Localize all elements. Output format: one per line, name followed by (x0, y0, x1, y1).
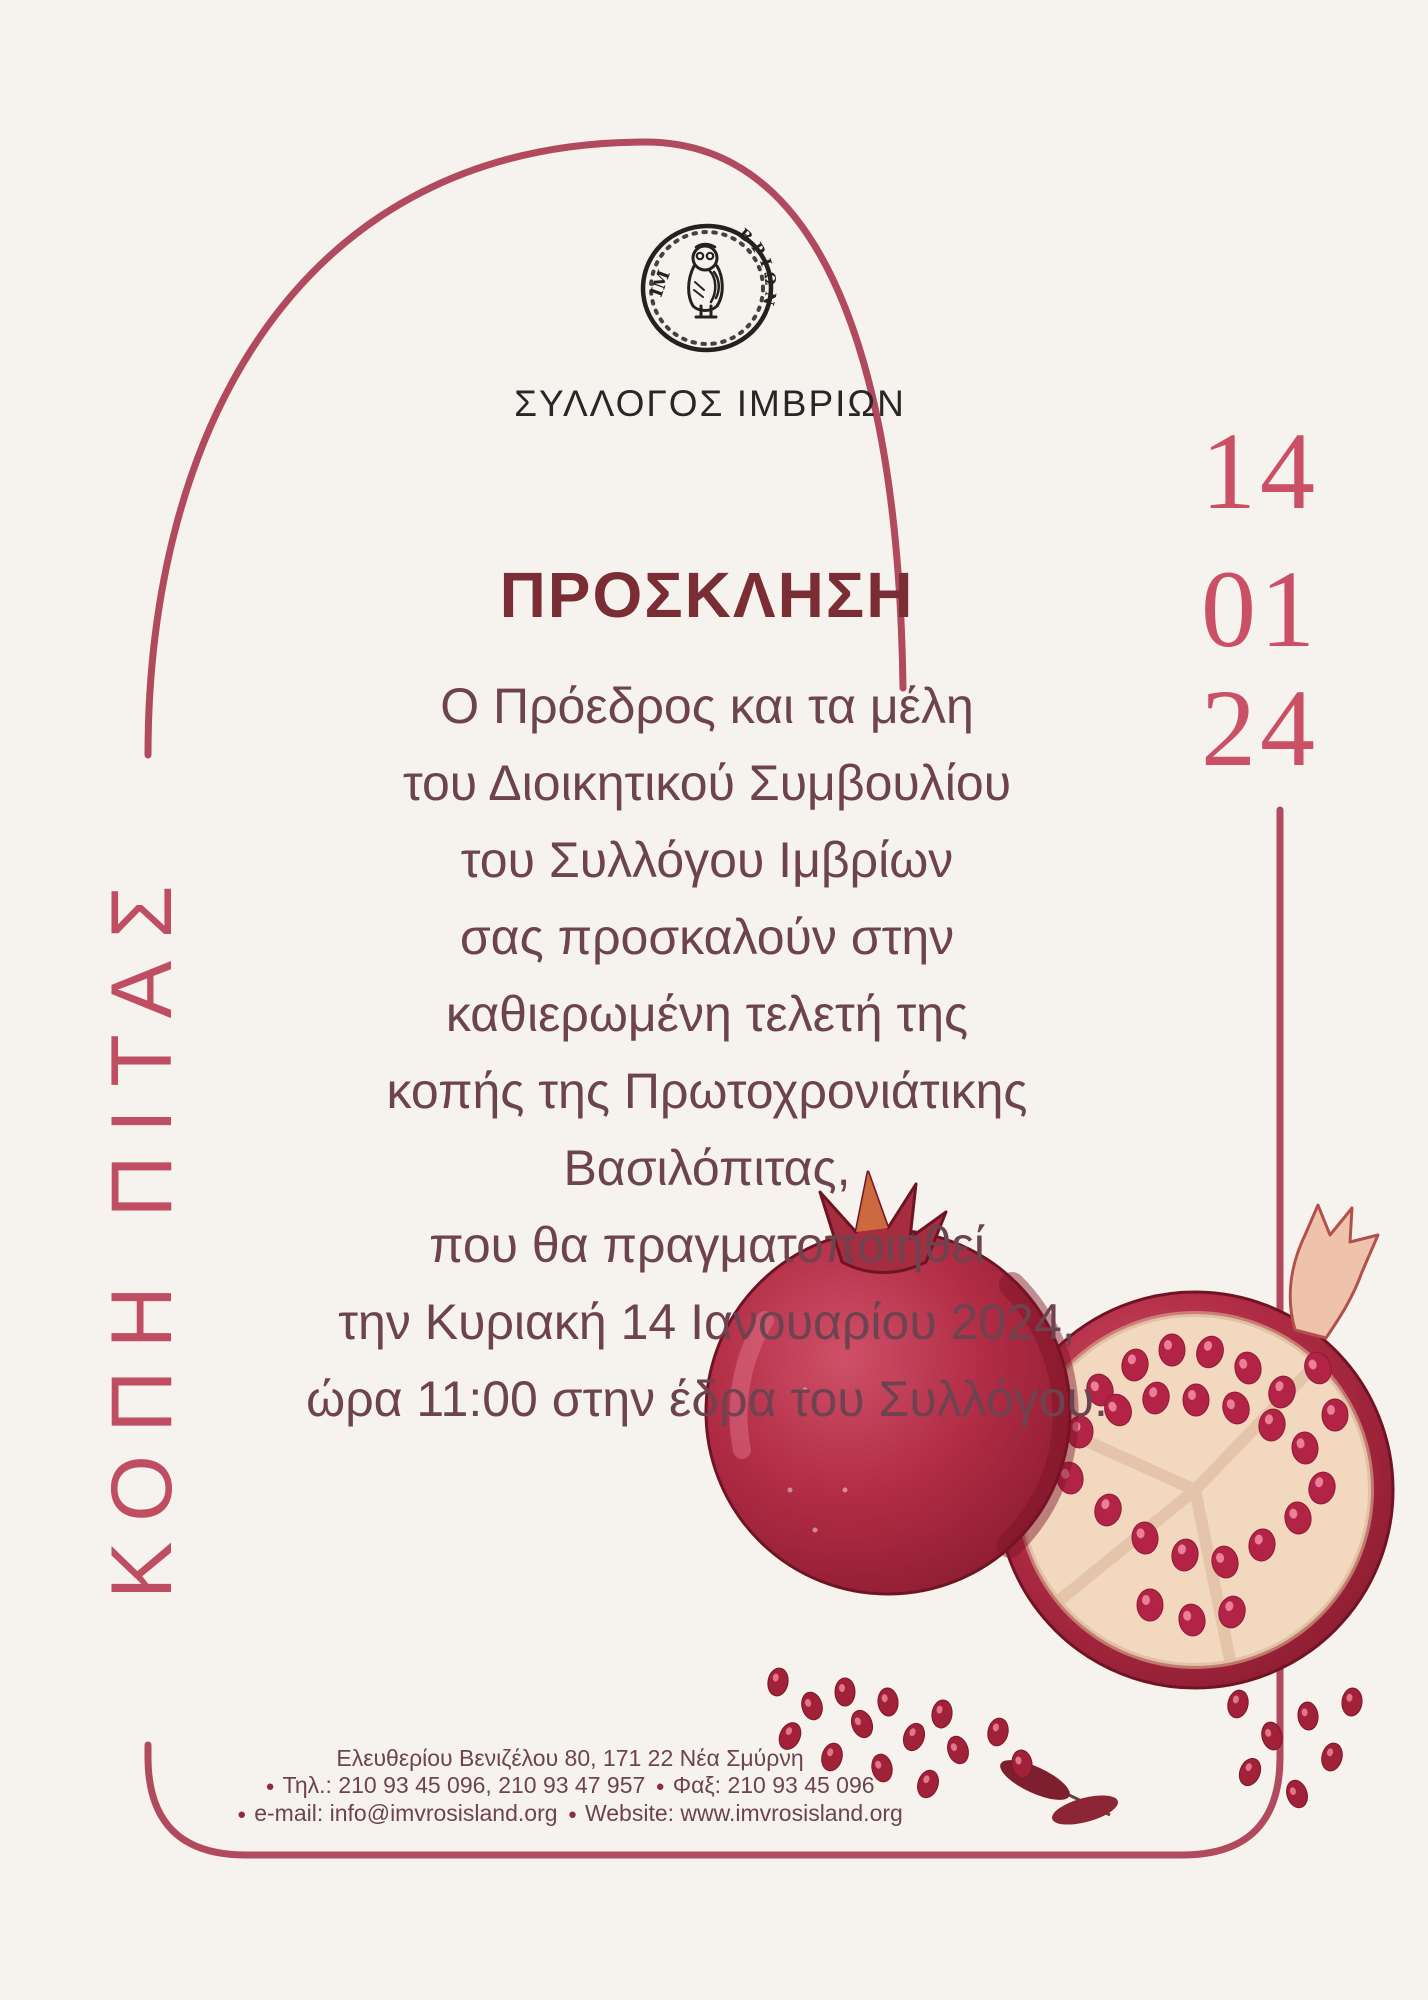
invitation-heading: ΠΡΟΣΚΛΗΣΗ (499, 559, 915, 631)
date-year: 24 (1201, 667, 1319, 789)
invitation-body (257, 668, 1157, 1438)
address: Ελευθερίου Βενιζέλου 80, 171 22 Νέα Σμύρνη (336, 1745, 804, 1771)
body-line: καθιερωμένη τελετή της (445, 986, 969, 1042)
body-line: σας προσκαλούν στην (459, 909, 955, 965)
footer-online-line (170, 1800, 970, 1829)
footer-phone-line (170, 1772, 970, 1801)
side-vertical-text: ΚΟΠΗ ΠΙΤΑΣ (93, 863, 190, 1599)
bullet-icon: ● (655, 1777, 665, 1795)
body-line: του Συλλόγου Ιμβρίων (460, 832, 954, 888)
bullet-icon: ● (567, 1806, 577, 1823)
bullet-icon: ● (237, 1806, 247, 1823)
body-line: του Διοικητικού Συμβουλίου (402, 755, 1012, 811)
arch-line (148, 142, 903, 755)
bullet-icon: ● (265, 1777, 275, 1795)
footer-address-line (170, 1745, 970, 1772)
body-line: Ο Πρόεδρος και τα μέλη (440, 678, 974, 734)
date-month: 01 (1201, 548, 1319, 670)
date-day: 14 (1201, 410, 1319, 532)
body-line: κοπής της Πρωτοχρονιάτικης (386, 1063, 1028, 1119)
body-line: Βασιλόπιτας, (563, 1140, 851, 1196)
fax: Φαξ: 210 93 45 096 (672, 1771, 875, 1798)
phone: Τηλ.: 210 93 45 096, 210 93 47 957 (282, 1771, 646, 1798)
website: Website: www.imvrosisland.org (584, 1800, 903, 1826)
email: e-mail: info@imvrosisland.org (254, 1800, 558, 1826)
body-line: που θα πραγματοποιηθεί (429, 1217, 985, 1273)
coin-letters-left: ΙΜ (646, 267, 675, 300)
coin-letters-right: ΒΡΙΩΝ (734, 224, 780, 313)
body-line: ώρα 11:00 στην έδρα του Συλλόγου. (306, 1371, 1108, 1427)
body-line: την Κυριακή 14 Ιανουαρίου 2024, (338, 1294, 1076, 1350)
org-name: ΣΥΛΛΟΓΟΣ ΙΜΒΡΙΩΝ (514, 383, 906, 424)
contact-footer (170, 1745, 970, 1829)
